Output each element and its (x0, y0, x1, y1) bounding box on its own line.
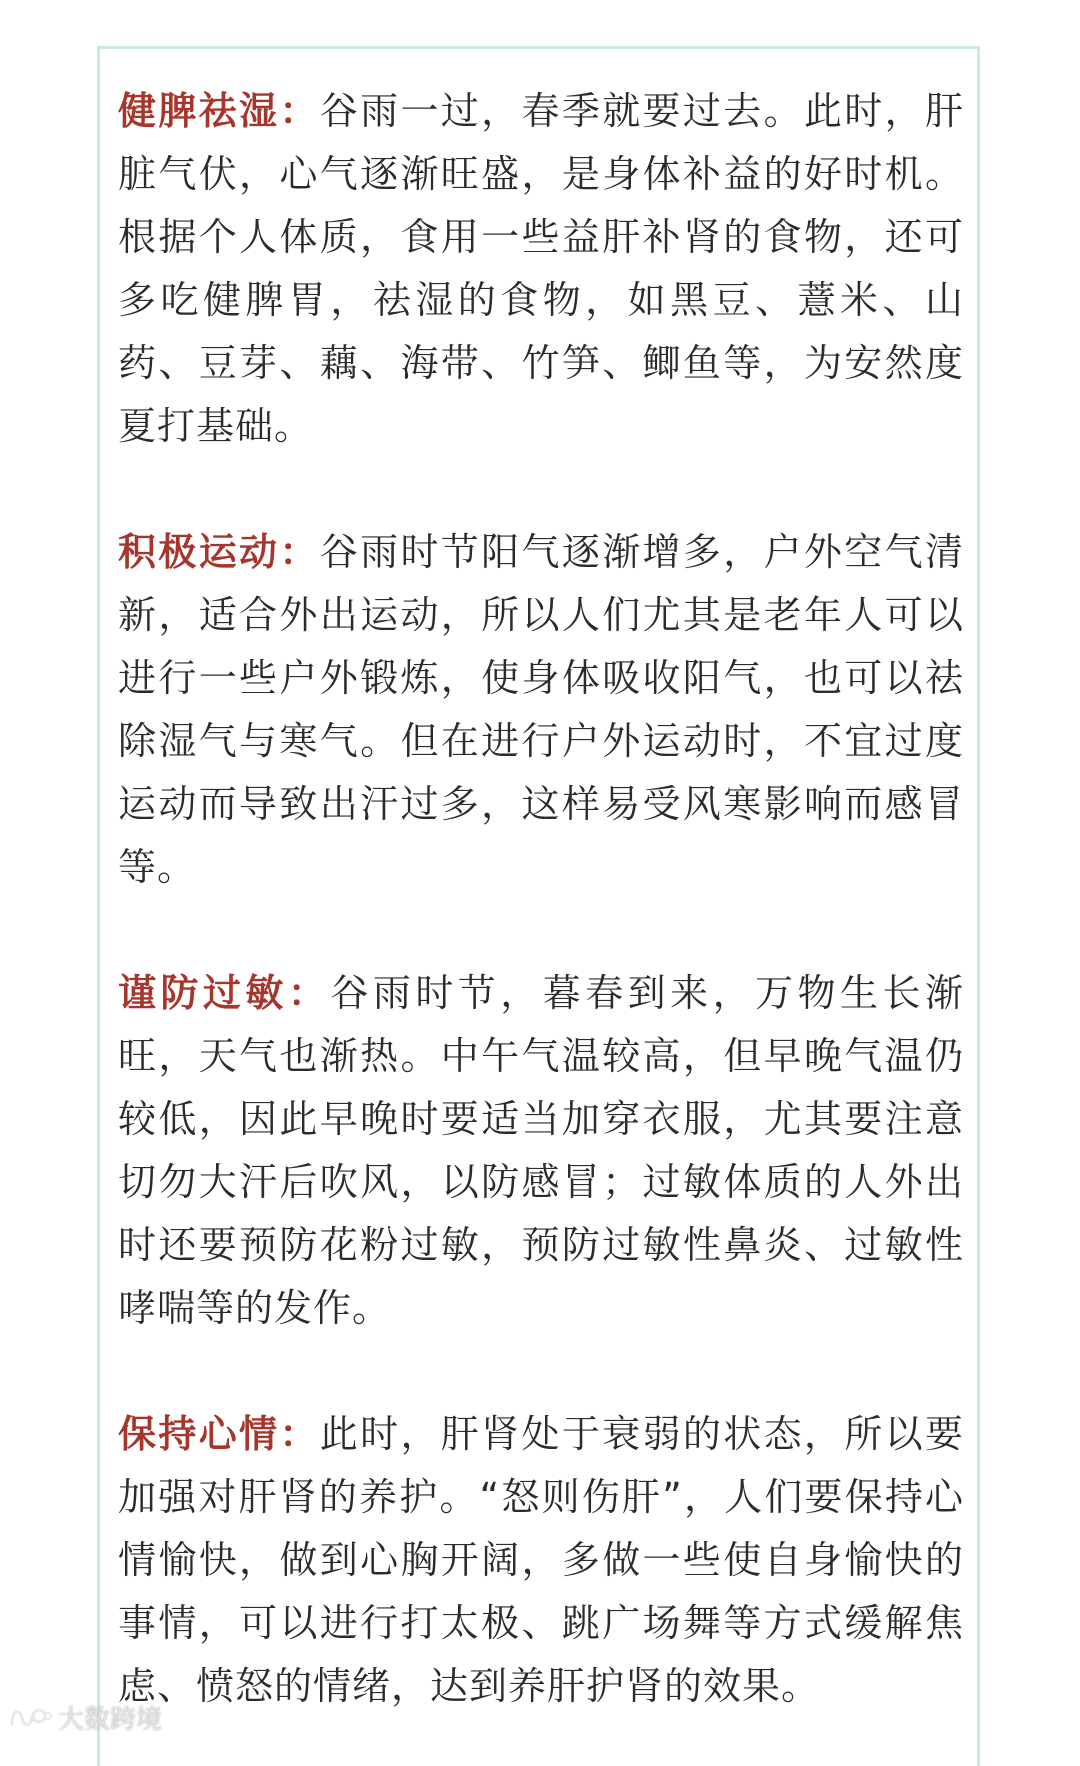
section-spleen (118, 80, 964, 458)
section-mood (118, 1403, 964, 1718)
section-exercise (118, 521, 964, 899)
watermark-text: 大数跨境 (58, 1704, 163, 1735)
article-content (118, 80, 964, 1718)
section-text: 此时，肝肾处于衰弱的状态，所以要加强对肝肾的养护。“怒则伤肝”，人们要保持心情愉快，做到心胸开阔，多做一些使自身愉快的事情，可以进行打太极、跳广场舞等方式缓解焦虑、愤怒的情绪，达到养肝护肾的效果。 (118, 1412, 964, 1708)
section-label: 积极运动： (118, 530, 320, 574)
section-text: 谷雨时节阳气逐渐增多，户外空气清新，适合外出运动，所以人们尤其是老年人可以进行一些户外锻炼，使身体吸收阳气，也可以祛除湿气与寒气。但在进行户外运动时，不宜过度运动而导致出汗过多，这样易受风寒影响而感冒等。 (118, 530, 964, 889)
section-label: 保持心情： (118, 1412, 320, 1456)
section-label: 谨防过敏： (118, 971, 331, 1015)
section-label: 健脾祛湿： (118, 89, 320, 133)
watermark-logo-icon (8, 1702, 52, 1732)
section-text: 谷雨时节，暮春到来，万物生长渐旺，天气也渐热。中午气温较高，但早晚气温仍较低，因此早晚时要适当加穿衣服，尤其要注意切勿大汗后吹风，以防感冒；过敏体质的人外出时还要预防花粉过敏，预防过敏性鼻炎、过敏性哮喘等的发作。 (118, 971, 964, 1330)
watermark (8, 1700, 162, 1734)
section-allergy (118, 962, 964, 1340)
section-text: 谷雨一过，春季就要过去。此时，肝脏气伏，心气逐渐旺盛，是身体补益的好时机。根据个人体质，食用一些益肝补肾的食物，还可多吃健脾胃，祛湿的食物，如黑豆、薏米、山药、豆芽、藕、海带、竹笋、鲫鱼等，为安然度夏打基础。 (118, 89, 964, 448)
